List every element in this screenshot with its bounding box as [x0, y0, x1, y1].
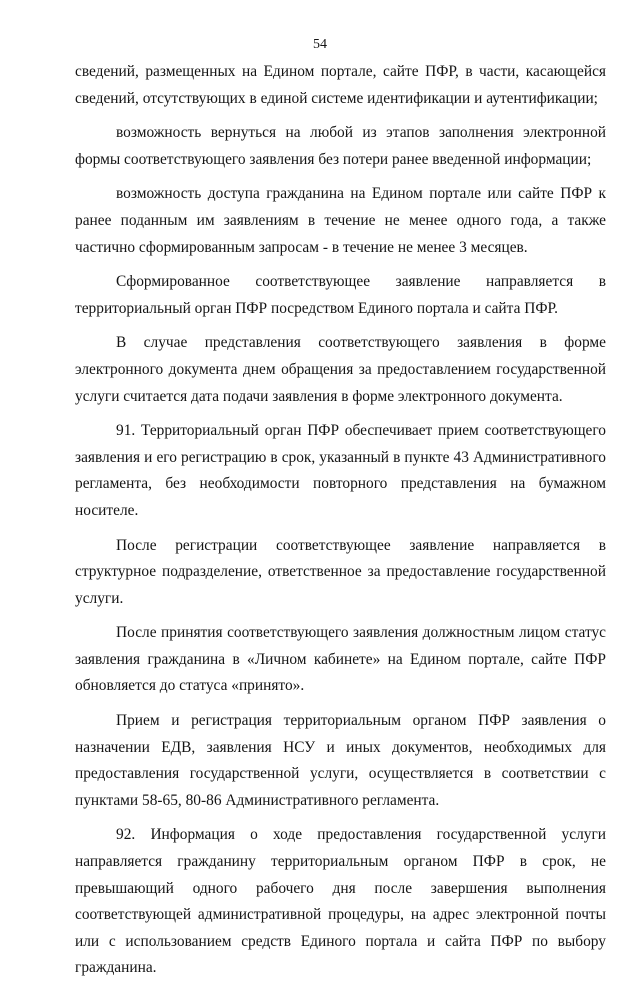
paragraph-reception: Прием и регистрация территориальным органом ПФР заявления о назначении ЕДВ, заявления НСУ и иных документов, необходимых для предоставления государственной услуги, осуществляется в соответствии с пунктами 58-65, 80-86 Административного регламента.	[75, 712, 606, 809]
paragraph-status-update: После принятия соответствующего заявления должностным лицом статус заявления гражданина в «Личном кабинете» на Едином портале, сайте ПФР обновляется до статуса «принято».	[75, 624, 606, 695]
page-number: 54	[313, 37, 327, 52]
paragraph-return-option: возможность вернуться на любой из этапов заполнения электронной формы соответствующего заявления без потери ранее введенной информации;	[75, 124, 606, 168]
paragraph-item-92: 92. Информация о ходе предоставления государственной услуги направляется гражданину территориальным органом ПФР в срок, не превышающий одного рабочего дня после завершения выполнения соответствующей административной процедуры, на адрес электронной почты или с использованием средств Единого портала и сайта ПФР по выбору гражданина.	[75, 826, 606, 977]
paragraph-submission: Сформированное соответствующее заявление направляется в территориальный орган ПФР посредством Единого портала и сайта ПФР.	[75, 273, 606, 317]
paragraph-item-91: 91. Территориальный орган ПФР обеспечивает прием соответствующего заявления и его регистрацию в срок, указанный в пункте 43 Административного регламента, без необходимости повторного представления на бумажном носителе.	[75, 422, 606, 519]
paragraph-electronic-date: В случае представления соответствующего заявления в форме электронного документа днем обращения за предоставлением государственной услуги считается дата подачи заявления в форме электронного документа.	[75, 334, 606, 405]
paragraph-continuation: сведений, размещенных на Едином портале, сайте ПФР, в части, касающейся сведений, отсутствующих в единой системе идентификации и аутентификации;	[75, 63, 606, 107]
document-body	[75, 59, 606, 990]
paragraph-access-option: возможность доступа гражданина на Едином портале или сайте ПФР к ранее поданным им заявлениям в течение не менее одного года, а также частично сформированным запросам - в течение не менее 3 месяцев.	[75, 185, 606, 256]
paragraph-after-registration: После регистрации соответствующее заявление направляется в структурное подразделение, ответственное за предоставление государственной услуги.	[75, 536, 606, 607]
